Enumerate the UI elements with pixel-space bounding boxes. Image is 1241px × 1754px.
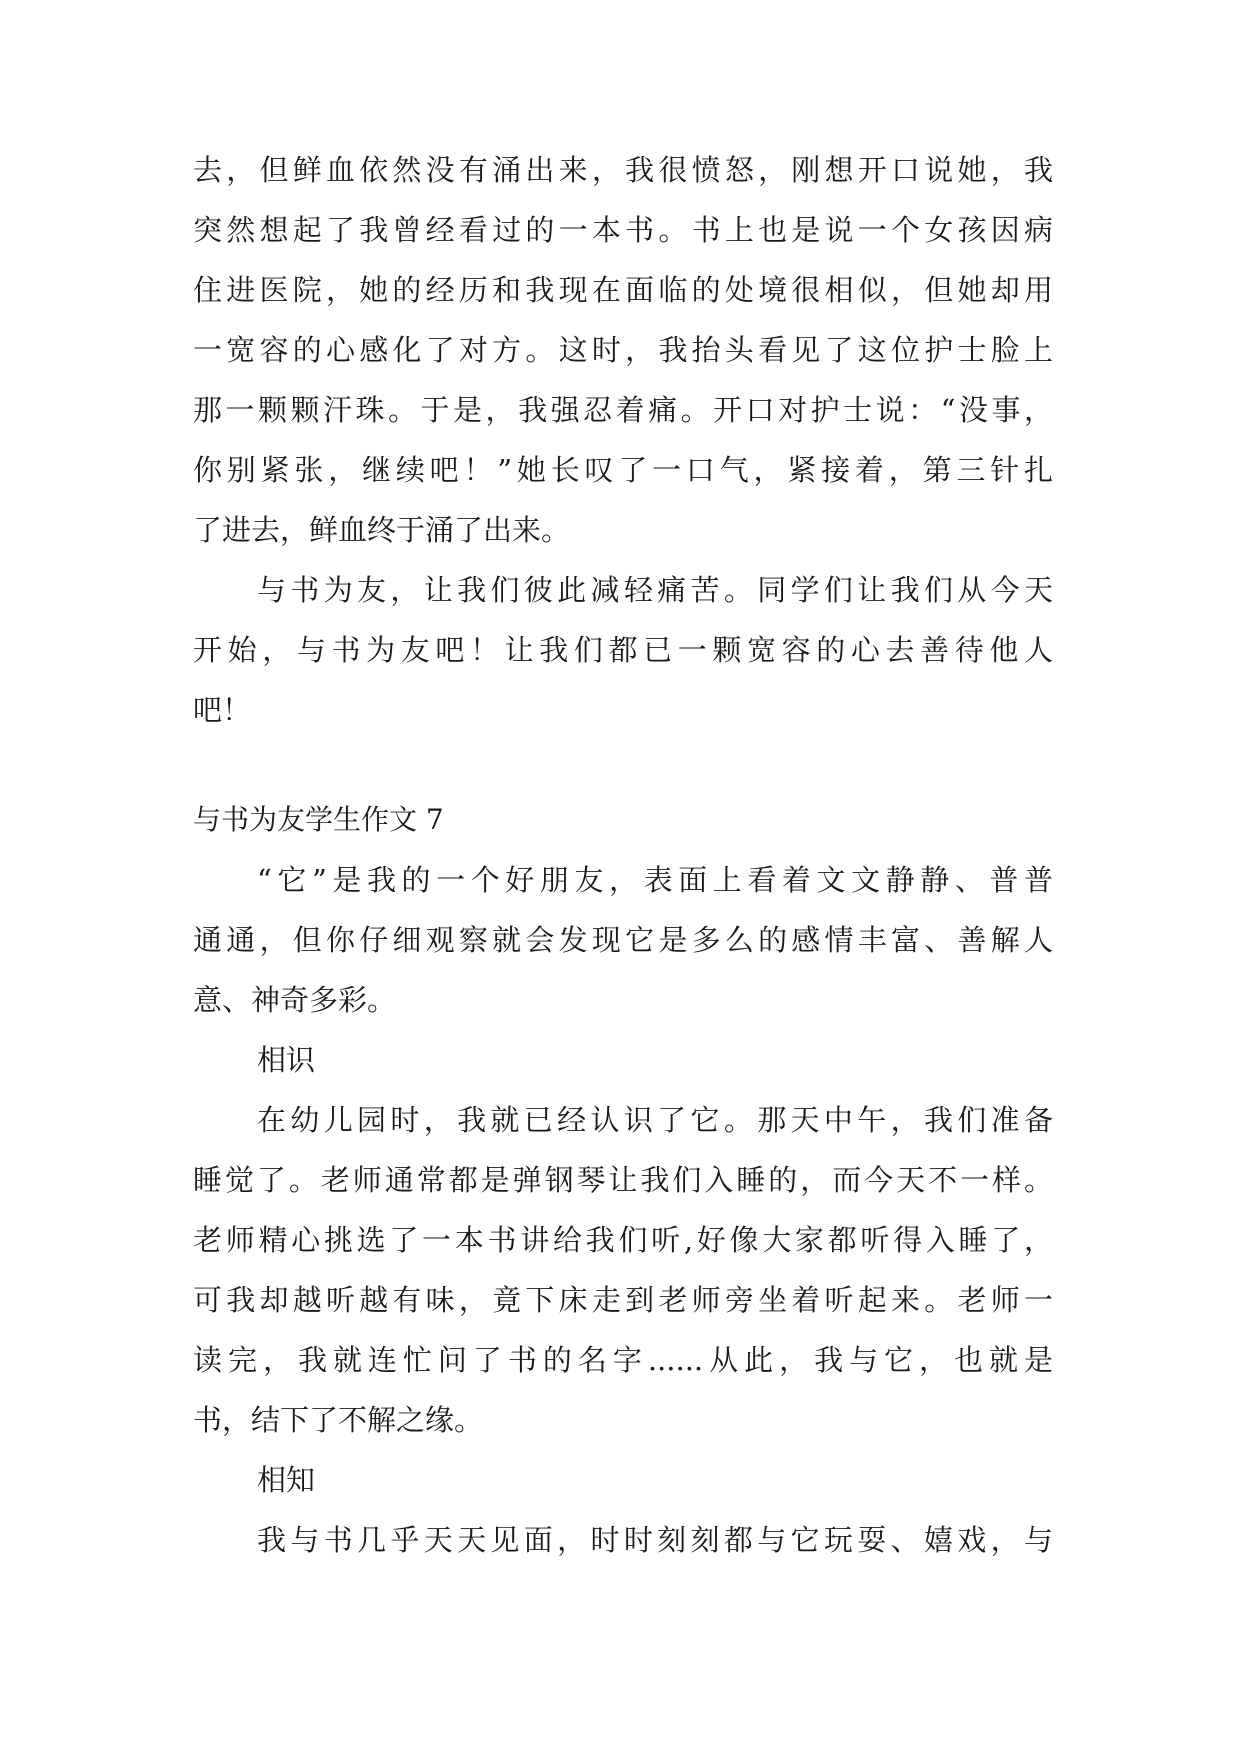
paragraph-line: “它”是我的一个好朋友，表面上看着文文静静、普普 <box>257 863 1053 897</box>
paragraph-line: 一宽容的心感化了对方。这时，我抬头看见了这位护士脸上 <box>193 333 1053 367</box>
paragraph-line: 可我却越听越有味，竟下床走到老师旁坐着听起来。老师一 <box>193 1283 1053 1317</box>
paragraph-line: 住进医院，她的经历和我现在面临的处境很相似，但她却用 <box>193 273 1053 307</box>
paragraph-line: 睡觉了。老师通常都是弹钢琴让我们入睡的，而今天不一样。 <box>193 1163 1053 1197</box>
paragraph-line: 在幼儿园时，我就已经认识了它。那天中午，我们准备 <box>257 1103 1053 1137</box>
paragraph-line: 了进去，鲜血终于涌了出来。 <box>193 513 571 547</box>
section-heading: 与书为友学生作文 7 <box>193 803 444 836</box>
paragraph-line: 通通，但你仔细观察就会发现它是多么的感情丰富、善解人 <box>193 923 1053 957</box>
paragraph-line: 吧！ <box>193 693 252 727</box>
paragraph-line: 突然想起了我曾经看过的一本书。书上也是说一个女孩因病 <box>193 213 1053 247</box>
paragraph-line: 意、神奇多彩。 <box>193 983 397 1017</box>
paragraph-line: 与书为友，让我们彼此减轻痛苦。同学们让我们从今天 <box>257 573 1053 607</box>
paragraph-line: 书，结下了不解之缘。 <box>193 1403 484 1437</box>
paragraph-line: 我与书几乎天天见面，时时刻刻都与它玩耍、嬉戏，与 <box>257 1523 1053 1557</box>
subheading: 相识 <box>257 1043 316 1077</box>
subheading: 相知 <box>257 1463 316 1497</box>
paragraph-line: 去，但鲜血依然没有涌出来，我很愤怒，刚想开口说她，我 <box>193 153 1053 187</box>
paragraph-line: 老师精心挑选了一本书讲给我们听,好像大家都听得入睡了， <box>193 1223 1053 1257</box>
paragraph-line: 你别紧张，继续吧！”她长叹了一口气，紧接着，第三针扎 <box>193 453 1053 487</box>
paragraph-line: 读完，我就连忙问了书的名字......从此，我与它，也就是 <box>193 1343 1053 1377</box>
paragraph-line: 开始，与书为友吧！让我们都已一颗宽容的心去善待他人 <box>193 633 1053 667</box>
paragraph-line: 那一颗颗汗珠。于是，我强忍着痛。开口对护士说：“没事， <box>193 393 1053 427</box>
